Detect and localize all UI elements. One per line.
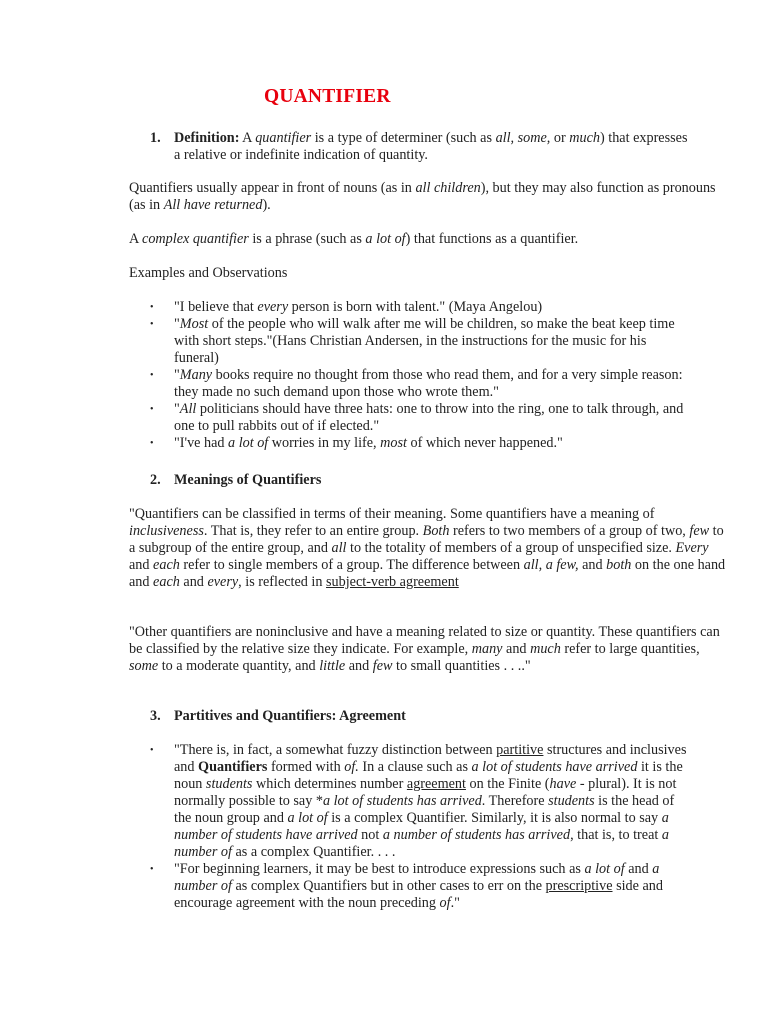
text: it is the noun	[174, 759, 683, 792]
text: "I've had	[174, 435, 229, 451]
subject-verb-agreement-link[interactable]: subject-verb agreement	[326, 574, 459, 590]
prescriptive-link[interactable]: prescriptive	[545, 878, 613, 894]
list-item	[0, 861, 694, 912]
bullet-icon: •	[150, 404, 154, 415]
italic-term: all, a few,	[523, 557, 579, 573]
text: . Therefore	[481, 793, 549, 809]
italic-term: few	[372, 658, 393, 674]
text: and	[129, 557, 154, 573]
text: to a subgroup of the entire group, and	[129, 523, 724, 556]
list-item	[0, 367, 694, 401]
list-item	[0, 435, 694, 452]
bullet-icon: •	[150, 319, 154, 330]
partitive-link[interactable]: partitive	[496, 742, 544, 758]
bullet-icon: •	[150, 370, 154, 381]
text: and	[345, 658, 373, 674]
text: on the one hand and	[129, 557, 726, 590]
text: ."	[450, 895, 460, 911]
italic-term: a lot of	[228, 435, 269, 451]
text: - plural). It is not normally possible to say *	[174, 776, 677, 809]
text: refer to single members of a group. The difference between	[179, 557, 524, 573]
italic-term: some	[129, 658, 159, 674]
italic-term: Both	[422, 523, 450, 539]
text: of which never happened."	[406, 435, 563, 451]
definition-paragraph	[174, 130, 694, 164]
text: "Quantifiers can be classified in terms of their meaning. Some quantifiers have a meaning of	[129, 506, 655, 522]
text: books require no thought from those who read them, and for a very simple reason: they made no such demand upon those who wrote them."	[174, 367, 683, 400]
italic-term: a lot of students has arrived	[322, 793, 482, 809]
text: "There is, in fact, a somewhat fuzzy distinction between	[174, 742, 497, 758]
paragraph-complex-quantifier	[129, 231, 729, 248]
bullet-icon: •	[150, 302, 154, 313]
text: ).	[262, 197, 271, 213]
italic-term: all, some,	[495, 130, 551, 146]
list-item	[0, 742, 694, 861]
text: and	[578, 557, 607, 573]
section-title: Partitives and Quantifiers: Agreement	[174, 708, 406, 724]
italic-term: have	[549, 776, 577, 792]
text: "	[174, 316, 180, 332]
paragraph-meanings	[129, 506, 729, 591]
list-item	[0, 401, 694, 435]
italic-term: a lot of	[584, 861, 625, 877]
list-item	[0, 299, 694, 316]
italic-term: a lot of students have arrived	[471, 759, 638, 775]
text: and	[624, 861, 653, 877]
text: as complex Quantifiers but in other cases to err on the	[231, 878, 546, 894]
text: to a moderate quantity, and	[158, 658, 320, 674]
agreement-list	[0, 742, 694, 912]
text: ) that functions as a quantifier.	[405, 231, 579, 247]
italic-term: every	[207, 574, 239, 590]
italic-term: each	[153, 557, 180, 573]
examples-list	[0, 299, 694, 452]
italic-term: many	[471, 641, 503, 657]
text: , that is, to treat	[570, 827, 662, 843]
text: "Other quantifiers are noninclusive and have a meaning related to size or quantity. These quantifiers can be classified by the relative size they indicate. For example,	[129, 624, 720, 657]
bold-term: Quantifiers	[198, 759, 268, 775]
text: is a complex Quantifier. Similarly, it is also normal to say	[327, 810, 662, 826]
text: A	[239, 130, 256, 146]
text: is a phrase (such as	[248, 231, 366, 247]
text: Quantifiers usually appear in front of nouns (as in	[129, 180, 416, 196]
italic-term: Many	[179, 367, 213, 383]
italic-term: few	[689, 523, 710, 539]
italic-term: most	[380, 435, 407, 451]
text: structures and inclusives and	[174, 742, 687, 775]
italic-term: of	[439, 895, 451, 911]
italic-term: both	[606, 557, 632, 573]
italic-term: students	[205, 776, 253, 792]
text: , is reflected in	[238, 574, 327, 590]
italic-term: each	[153, 574, 180, 590]
text: ), but they may also function as pronouns (as in	[129, 180, 716, 213]
text: A	[129, 231, 143, 247]
italic-term: All	[179, 401, 197, 417]
text: . That is, they refer to an entire group.	[203, 523, 423, 539]
text: "	[174, 401, 180, 417]
text: or	[550, 130, 570, 146]
italic-term: a number of students have arrived	[174, 810, 669, 843]
text: to small quantities . . .."	[392, 658, 531, 674]
agreement-link[interactable]: agreement	[406, 776, 466, 792]
text: worries in my life,	[268, 435, 381, 451]
text: ) that expresses a relative or indefinite indication of quantity.	[174, 130, 688, 163]
bullet-icon: •	[150, 438, 154, 449]
list-item	[0, 316, 694, 367]
text: which determines number	[252, 776, 407, 792]
section-number: 3.	[150, 708, 161, 724]
italic-term: of.	[344, 759, 359, 775]
examples-label: Examples and Observations	[129, 265, 288, 281]
italic-term: inclusiveness	[129, 523, 204, 539]
italic-term: a lot of	[287, 810, 328, 826]
italic-term: little	[319, 658, 346, 674]
italic-term: All have returned	[163, 197, 263, 213]
italic-term: complex quantifier	[142, 231, 249, 247]
text: and	[179, 574, 208, 590]
text: "I believe that	[174, 299, 258, 315]
text: formed with	[267, 759, 345, 775]
text: person is born with talent." (Maya Angelou)	[288, 299, 543, 315]
text: not	[357, 827, 383, 843]
italic-term: much	[569, 130, 600, 146]
italic-term: a number of	[174, 861, 660, 894]
text: is the head of the noun group and	[174, 793, 675, 826]
text: on the Finite (	[465, 776, 550, 792]
text: politicians should have three hats: one to throw into the ring, one to talk through, and one to pull rabbits out of if elected."	[174, 401, 684, 434]
text: refer to large quantities,	[560, 641, 700, 657]
text: "For beginning learners, it may be best to introduce expressions such as	[174, 861, 585, 877]
text: and	[502, 641, 531, 657]
section-1-number: 1.	[150, 130, 161, 146]
text: of the people who will walk after me will be children, so make the beat keep time with short steps."(Hans Christian Andersen, in the instructions for the music for his funeral)	[174, 316, 675, 366]
paragraph-quantifiers-usage	[129, 180, 729, 214]
text: to the totality of members of a group of unspecified size.	[346, 540, 676, 556]
bullet-icon: •	[150, 745, 154, 756]
italic-term: a number of	[174, 827, 669, 860]
document-title: QUANTIFIER	[264, 86, 391, 107]
italic-term: much	[530, 641, 561, 657]
text: as a complex Quantifier. . . .	[231, 844, 396, 860]
italic-term: students	[548, 793, 595, 809]
italic-term: all	[331, 540, 347, 556]
text: is a type of determiner (such as	[311, 130, 496, 146]
italic-term: Every	[675, 540, 709, 556]
italic-term: quantifier	[255, 130, 312, 146]
text: side and encourage agreement with the noun preceding	[174, 878, 663, 911]
italic-term: Most	[179, 316, 209, 332]
italic-term: all children	[415, 180, 481, 196]
text: "	[174, 367, 180, 383]
section-title: Meanings of Quantifiers	[174, 472, 322, 488]
italic-term: a lot of	[365, 231, 406, 247]
italic-term: a number of students has arrived	[382, 827, 571, 843]
definition-label: Definition:	[174, 130, 240, 146]
bullet-icon: •	[150, 864, 154, 875]
text: In a clause such as	[358, 759, 472, 775]
section-number: 2.	[150, 472, 161, 488]
paragraph-noninclusive	[129, 624, 729, 675]
italic-term: every	[257, 299, 289, 315]
text: refers to two members of a group of two,	[449, 523, 690, 539]
